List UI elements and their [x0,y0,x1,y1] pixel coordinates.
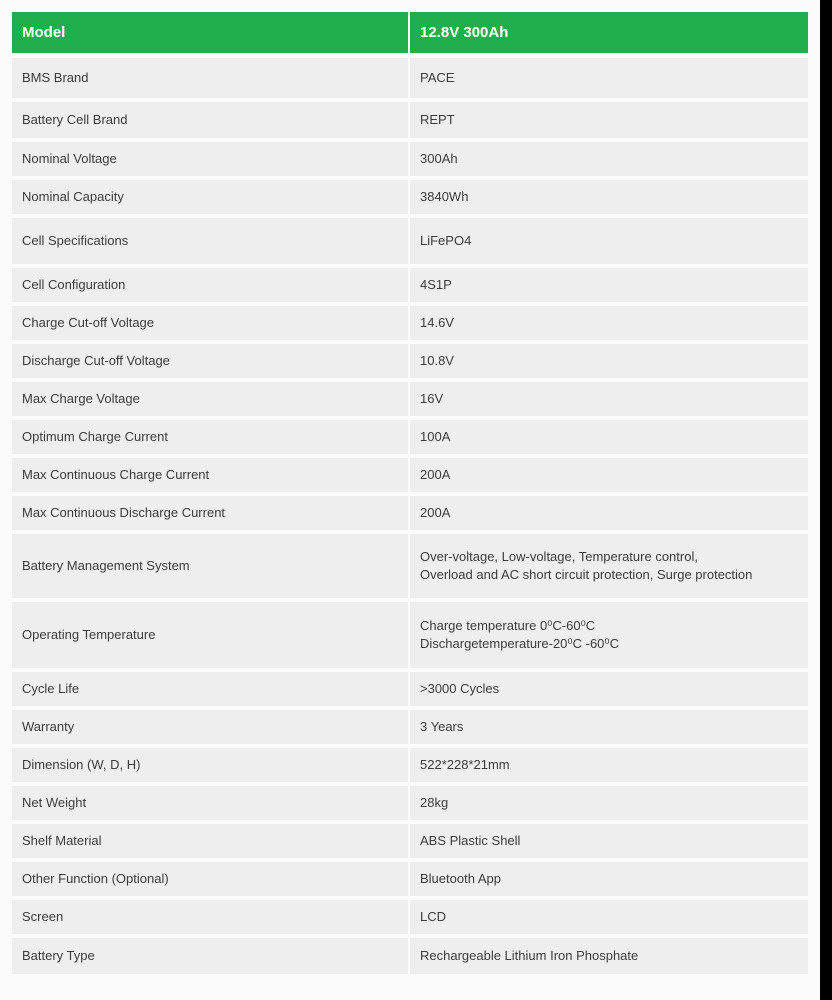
table-row [12,100,808,140]
value-line: Dischargetemperature-20⁰C -60⁰C [420,635,620,651]
row-label: Optimum Charge Current [12,418,409,456]
table-row [12,56,808,100]
row-label: Battery Type [12,936,409,974]
row-value: Rechargeable Lithium Iron Phosphate [409,936,808,974]
row-label: Battery Management System [12,532,409,600]
table-row [12,898,808,936]
table-row [12,456,808,494]
table-row [12,140,808,178]
row-value: LiFePO4 [409,216,808,266]
row-label: Other Function (Optional) [12,860,409,898]
row-value: PACE [409,56,808,100]
table-row [12,266,808,304]
row-label: Cell Specifications [12,216,409,266]
row-label: Battery Cell Brand [12,100,409,140]
row-label: Cycle Life [12,670,409,708]
row-value: ABS Plastic Shell [409,822,808,860]
row-value: >3000 Cycles [409,670,808,708]
row-value: 3840Wh [409,178,808,216]
row-value: 4S1P [409,266,808,304]
row-label: Dimension (W, D, H) [12,746,409,784]
table-row [12,342,808,380]
table-row [12,600,808,670]
table-header-row [12,12,808,56]
row-label: Nominal Capacity [12,178,409,216]
table-row [12,708,808,746]
value-line: Charge temperature 0⁰C-60⁰C [420,617,596,633]
value-line: Over-voltage, Low-voltage, Temperature control, [420,548,698,564]
row-label: BMS Brand [12,56,409,100]
header-label: Model [12,12,409,56]
row-value [409,532,808,600]
row-label: Net Weight [12,784,409,822]
table-row [12,178,808,216]
row-value: Bluetooth App [409,860,808,898]
specification-table [12,12,808,974]
table-row [12,860,808,898]
row-value: 200A [409,456,808,494]
row-value: 28kg [409,784,808,822]
row-value: 3 Years [409,708,808,746]
table-row [12,822,808,860]
row-label: Max Continuous Charge Current [12,456,409,494]
header-value: 12.8V 300Ah [409,12,808,56]
value-line: Overload and AC short circuit protection, Surge protection [420,566,753,582]
row-value: 300Ah [409,140,808,178]
table-row [12,304,808,342]
table-row [12,746,808,784]
row-label: Max Continuous Discharge Current [12,494,409,532]
row-value: 10.8V [409,342,808,380]
row-label: Operating Temperature [12,600,409,670]
row-value: 100A [409,418,808,456]
row-value: 200A [409,494,808,532]
table-row [12,784,808,822]
table-row [12,418,808,456]
row-value: 14.6V [409,304,808,342]
row-value: 16V [409,380,808,418]
table-row [12,216,808,266]
row-label: Screen [12,898,409,936]
table-row [12,670,808,708]
row-label: Shelf Material [12,822,409,860]
row-label: Discharge Cut-off Voltage [12,342,409,380]
row-label: Nominal Voltage [12,140,409,178]
row-label: Max Charge Voltage [12,380,409,418]
row-label: Cell Configuration [12,266,409,304]
table-row [12,494,808,532]
row-label: Charge Cut-off Voltage [12,304,409,342]
row-value: REPT [409,100,808,140]
row-value: LCD [409,898,808,936]
row-value: 522*228*21mm [409,746,808,784]
row-label: Warranty [12,708,409,746]
table-row [12,532,808,600]
table-row [12,380,808,418]
row-value [409,600,808,670]
table-row [12,936,808,974]
